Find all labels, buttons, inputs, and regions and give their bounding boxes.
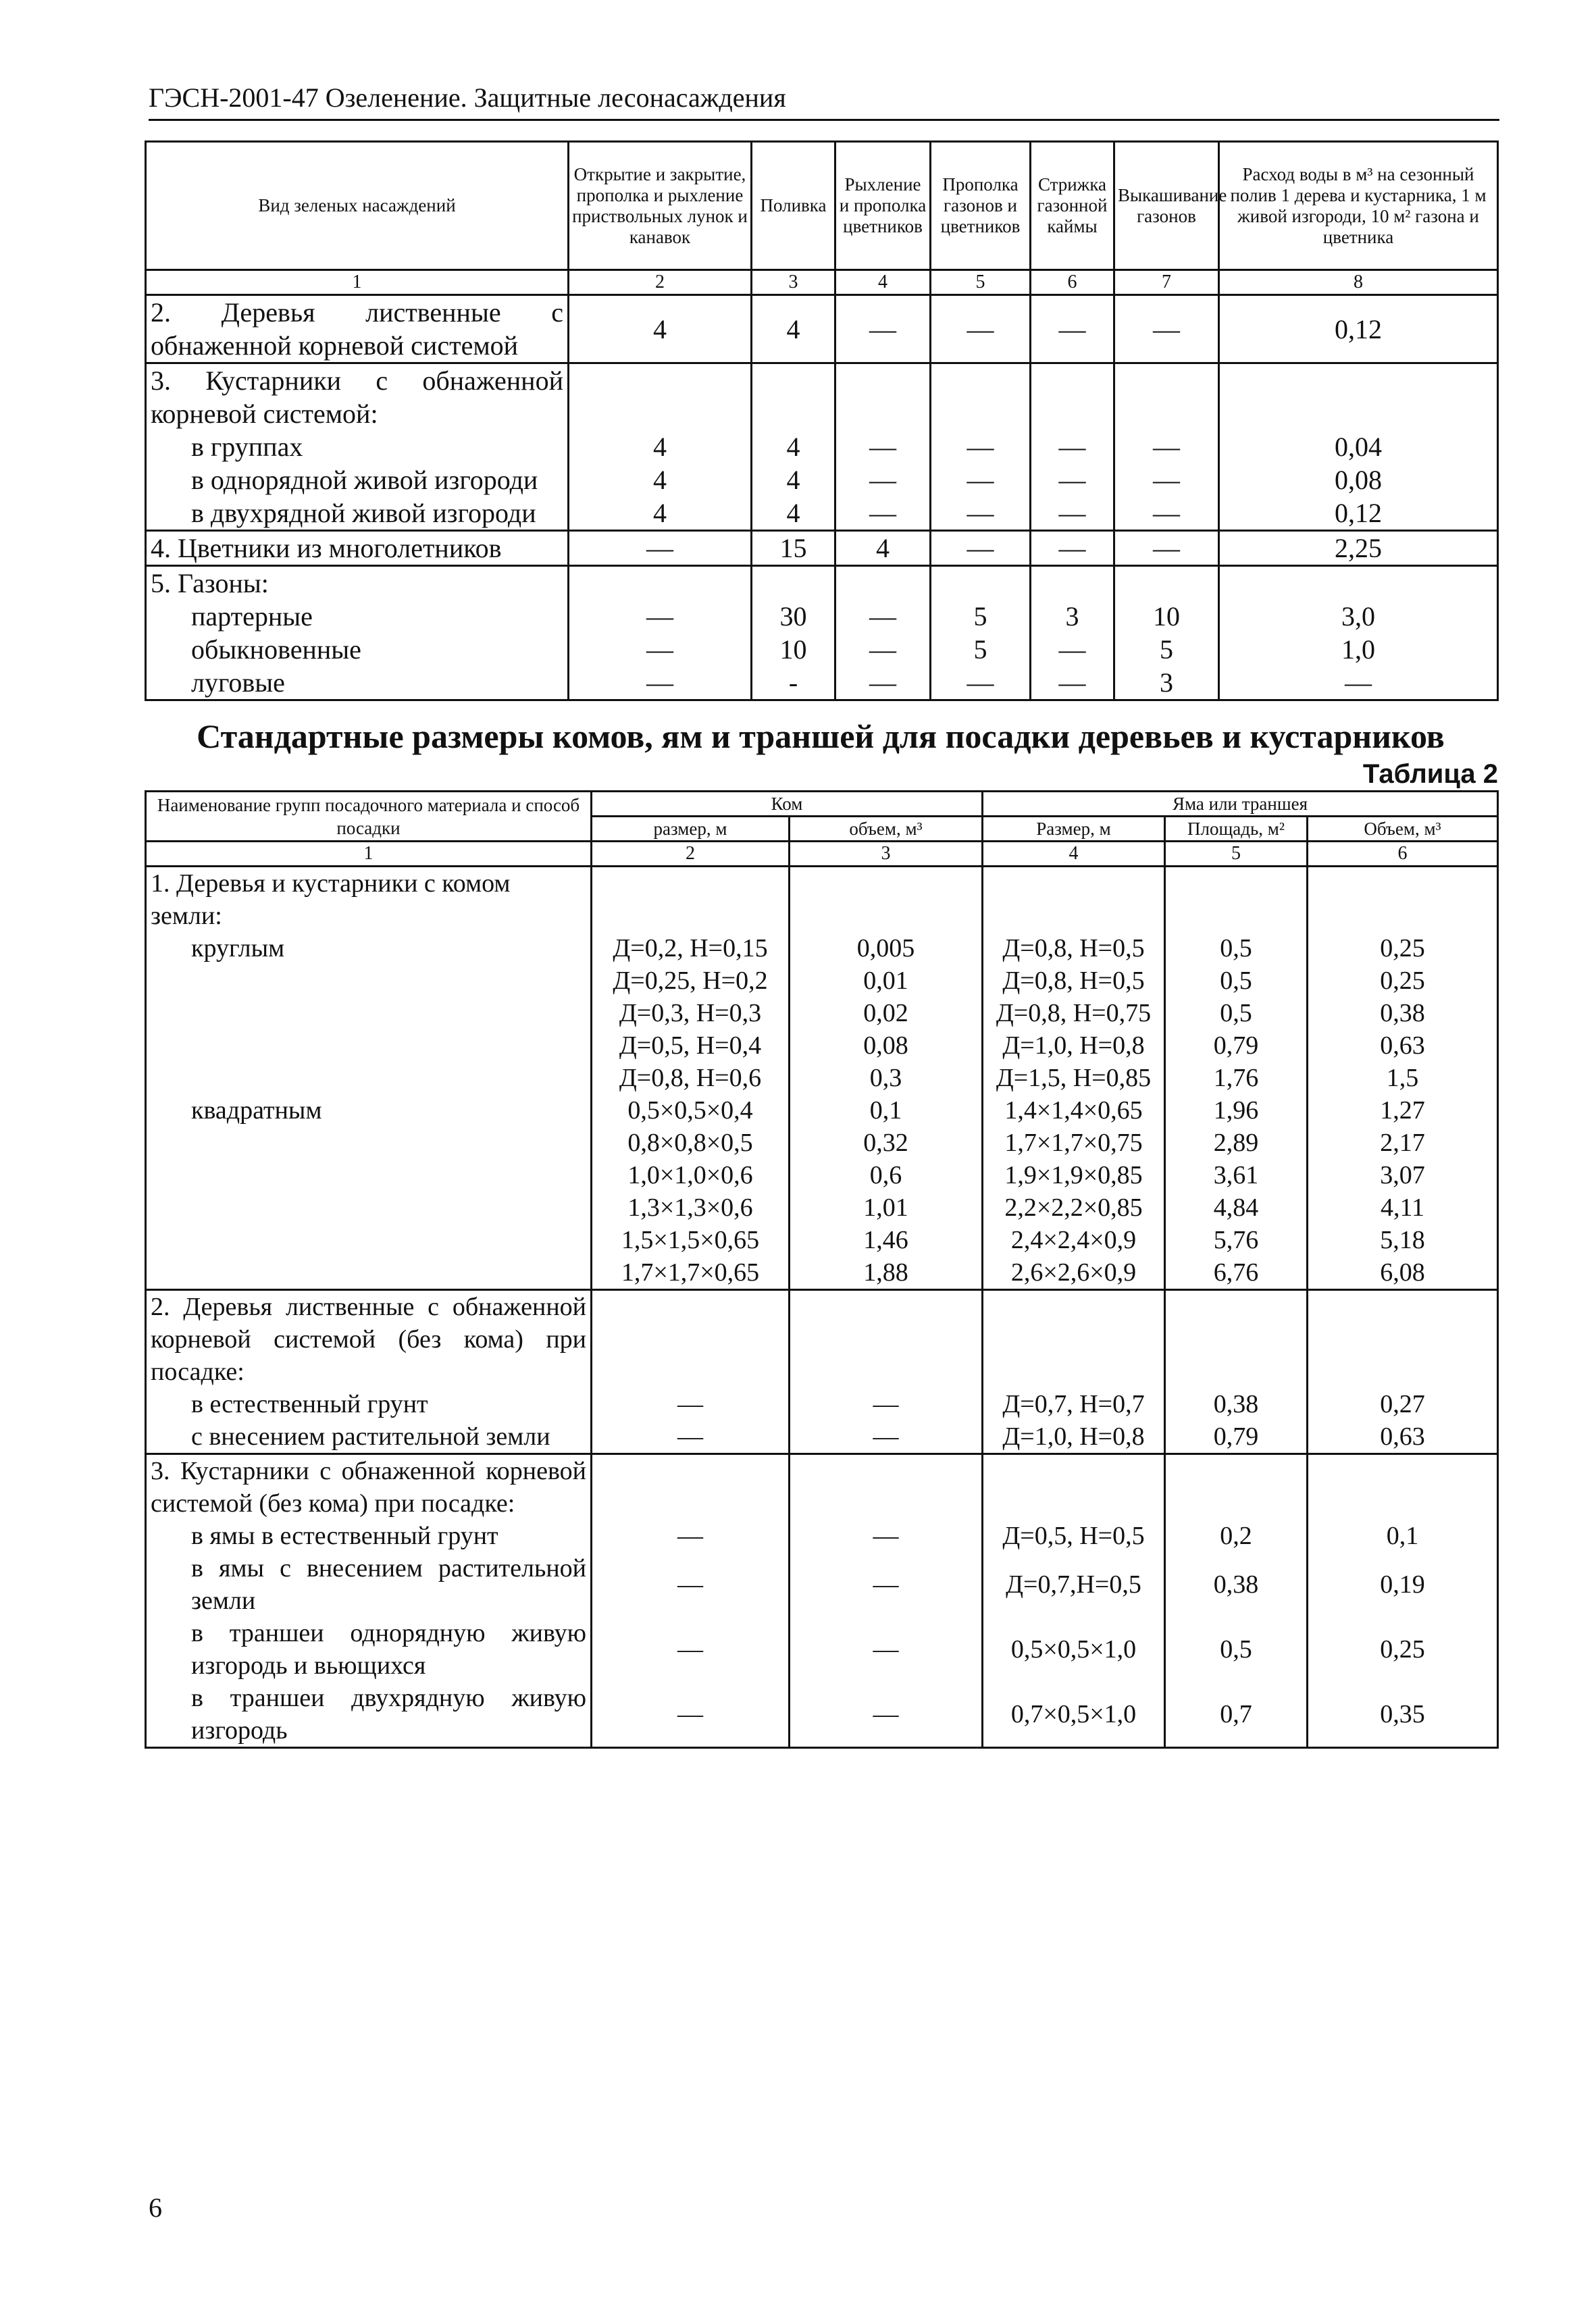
cell: 4	[569, 295, 752, 363]
subrow-name: луговые	[191, 667, 285, 698]
t2-colnum: 6	[1308, 842, 1498, 867]
cell: — — — —	[790, 1454, 983, 1748]
cell: 0,1 0,19 0,25 0,35	[1308, 1454, 1498, 1748]
t2-header-kom-size: размер, м	[592, 817, 790, 842]
table-maintenance	[145, 140, 1499, 701]
table-root-ball-sizes	[145, 790, 1499, 1749]
cell: 0,04 0,08 0,12	[1219, 363, 1498, 531]
row-name	[146, 1454, 592, 1748]
subrow-name: в группах	[191, 432, 303, 462]
subrow-name: квадратным	[191, 1096, 322, 1125]
t1-header-water-use: Расход воды в м³ на сезонный полив 1 дерева и кустарника, 1 м живой изгороди, 10 м² газона и цветника	[1219, 142, 1498, 270]
cell: — — — —	[592, 1454, 790, 1748]
row-name	[146, 363, 569, 531]
cell: 0,005 0,01 0,02 0,08 0,3 0,1 0,32 0,6 1,01 1,46 1,88	[790, 867, 983, 1290]
cell: 0,25 0,25 0,38 0,63 1,5 1,27 2,17 3,07 4,11 5,18 6,08	[1308, 867, 1498, 1290]
cell: 5 5 —	[931, 566, 1031, 700]
subrow-name: с внесением растительной земли	[191, 1422, 550, 1451]
t2-header-yama-size: Размер, м	[983, 817, 1165, 842]
t1-header-weeding: Прополка газонов и цветников	[931, 142, 1031, 270]
subrow-name: в однорядной живой изгороди	[191, 465, 538, 495]
cell: — — —	[931, 363, 1031, 531]
cell: 4	[835, 531, 931, 566]
t2-header-group: Наименование групп посадочного материала и способ посадки	[146, 792, 592, 842]
subrow-name: обыкновенные	[191, 634, 361, 665]
cell: 2,25	[1219, 531, 1498, 566]
cell: —	[931, 295, 1031, 363]
t1-colnum: 2	[569, 270, 752, 295]
group-title: 1. Деревья и кустарники с комом земли:	[151, 869, 511, 930]
table-row	[146, 867, 1498, 1290]
subrow-name: круглым	[191, 934, 285, 962]
cell: —	[1031, 295, 1114, 363]
t1-header-trimming: Стрижка газонной каймы	[1031, 142, 1114, 270]
t1-colnum: 8	[1219, 270, 1498, 295]
cell: — — —	[1031, 363, 1114, 531]
subrow-name: в ямы с внесением растительной земли	[191, 1554, 586, 1615]
t2-header-kom: Ком	[592, 792, 983, 817]
t2-colnum: 1	[146, 842, 592, 867]
cell: — —	[592, 1290, 790, 1454]
t2-colnum: 4	[983, 842, 1165, 867]
section-title: Стандартные размеры комов, ям и траншей для посадки деревьев и кустарников	[197, 717, 1445, 755]
t1-colnum: 5	[931, 270, 1031, 295]
t2-header-kom-volume: объем, м³	[790, 817, 983, 842]
cell: 0,2 0,38 0,5 0,7	[1165, 1454, 1308, 1748]
table-row	[146, 295, 1498, 363]
cell: — — —	[569, 566, 752, 700]
cell: Д=0,5, Н=0,5 Д=0,7,Н=0,5 0,5×0,5×1,0 0,7×0,5×1,0	[983, 1454, 1165, 1748]
cell: — — —	[1114, 363, 1219, 531]
group-title: 5. Газоны:	[151, 568, 269, 598]
group-title: 2. Деревья лиственные с обнаженной корневой системой (без кома) при посадке:	[151, 1293, 586, 1386]
table-row	[146, 1454, 1498, 1748]
t2-colnum: 5	[1165, 842, 1308, 867]
cell: — — —	[835, 363, 931, 531]
cell: 4	[752, 295, 835, 363]
subrow-name: в двухрядной живой изгороди	[191, 498, 536, 528]
cell: 0,12	[1219, 295, 1498, 363]
subrow-name: в ямы в естественный грунт	[191, 1522, 498, 1550]
t1-header-loosening: Рыхление и прополка цветников	[835, 142, 931, 270]
cell: Д=0,7, Н=0,7 Д=1,0, Н=0,8	[983, 1290, 1165, 1454]
cell: 0,27 0,63	[1308, 1290, 1498, 1454]
page-number: 6	[149, 2192, 162, 2223]
t1-colnum: 4	[835, 270, 931, 295]
row-name: 2. Деревья лиственные с обнаженной корневой системой	[146, 295, 569, 363]
cell: 0,5 0,5 0,5 0,79 1,76 1,96 2,89 3,61 4,84 5,76 6,76	[1165, 867, 1308, 1290]
t1-header-watering: Поливка	[752, 142, 835, 270]
subrow-name: в естественный грунт	[191, 1390, 428, 1418]
t2-header-yama-volume: Объем, м³	[1308, 817, 1498, 842]
cell: — — —	[835, 566, 931, 700]
cell: —	[1114, 531, 1219, 566]
table-row	[146, 566, 1498, 700]
cell: 4 4 4	[569, 363, 752, 531]
running-header: ГЭСН-2001-47 Озеленение. Защитные лесонасаждения	[149, 81, 1499, 121]
subrow-name: партерные	[191, 601, 313, 632]
subrow-name: в траншеи однорядную живую изгородь и вьющихся	[191, 1619, 586, 1680]
table-row	[146, 1290, 1498, 1454]
subrow-name: в траншеи двухрядную живую изгородь	[191, 1684, 586, 1745]
cell: 15	[752, 531, 835, 566]
cell: Д=0,2, Н=0,15 Д=0,25, Н=0,2 Д=0,3, Н=0,3 Д=0,5, Н=0,4 Д=0,8, Н=0,6 0,5×0,5×0,4 0,8×0,8×0,5 1,0×1,0×0,6 1,3×1,3×0,6 1,5×1,5×0,65 1,7×1,7×0,65	[592, 867, 790, 1290]
cell: 3 — —	[1031, 566, 1114, 700]
t1-colnum: 3	[752, 270, 835, 295]
group-title: 3. Кустарники с обнаженной корневой системой:	[151, 365, 563, 429]
cell: 10 5 3	[1114, 566, 1219, 700]
t1-header-mowing: Выкашивание газонов	[1114, 142, 1219, 270]
row-name	[146, 867, 592, 1290]
cell: 30 10 -	[752, 566, 835, 700]
t2-header-yama-area: Площадь, м²	[1165, 817, 1308, 842]
cell: —	[931, 531, 1031, 566]
row-name	[146, 566, 569, 700]
t1-colnum: 1	[146, 270, 569, 295]
row-name: 4. Цветники из многолетников	[146, 531, 569, 566]
table-row	[146, 531, 1498, 566]
cell: Д=0,8, Н=0,5 Д=0,8, Н=0,5 Д=0,8, Н=0,75 Д=1,0, Н=0,8 Д=1,5, Н=0,85 1,4×1,4×0,65 1,7×1,7×0,75 1,9×1,9×0,85 2,2×2,2×0,85 2,4×2,4×0,9 2,6×2,6×0,9	[983, 867, 1165, 1290]
cell: 4 4 4	[752, 363, 835, 531]
cell: 3,0 1,0 —	[1219, 566, 1498, 700]
cell: —	[1031, 531, 1114, 566]
cell: —	[1114, 295, 1219, 363]
t1-colnum: 6	[1031, 270, 1114, 295]
t1-header-kind: Вид зеленых насаждений	[146, 142, 569, 270]
t1-colnum: 7	[1114, 270, 1219, 295]
table-row	[146, 363, 1498, 531]
t1-header-open-close: Открытие и закрытие, прополка и рыхление приствольных лунок и канавок	[569, 142, 752, 270]
t2-colnum: 2	[592, 842, 790, 867]
cell: —	[835, 295, 931, 363]
t2-colnum: 3	[790, 842, 983, 867]
cell: 0,38 0,79	[1165, 1290, 1308, 1454]
cell: — —	[790, 1290, 983, 1454]
group-title: 3. Кустарники с обнаженной корневой системой (без кома) при посадке:	[151, 1457, 586, 1518]
row-name	[146, 1290, 592, 1454]
table-label: Таблица 2	[1362, 759, 1498, 789]
t2-header-yama: Яма или траншея	[983, 792, 1498, 817]
cell: —	[569, 531, 752, 566]
